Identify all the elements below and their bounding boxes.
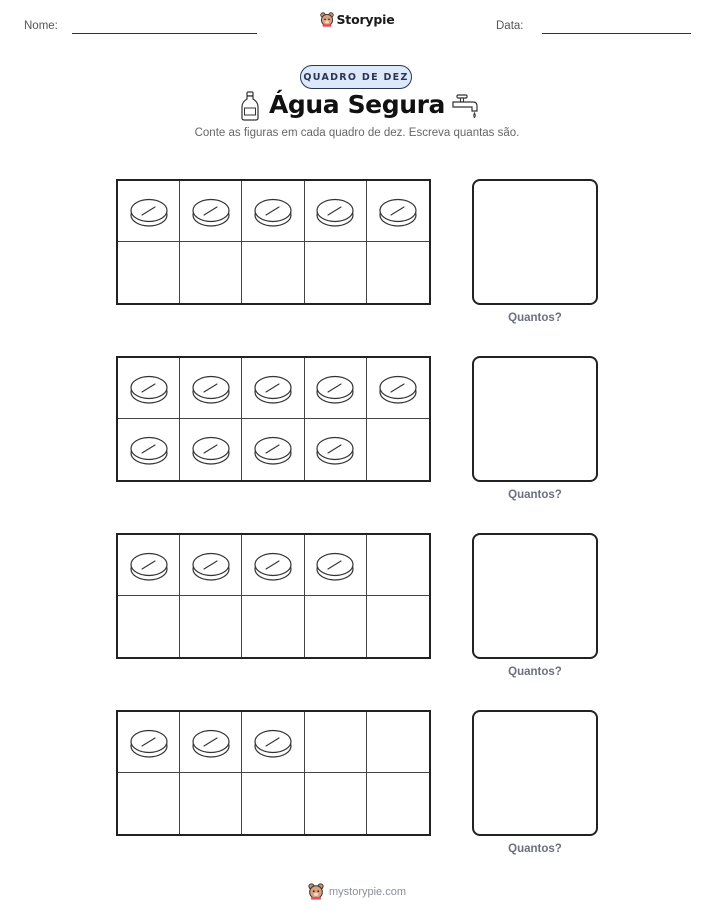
ten-frame-cell-filled (242, 358, 304, 419)
ten-frame-cell-filled (367, 358, 429, 419)
ten-frame-cell-filled (180, 712, 242, 773)
ten-frame-cell-filled (305, 419, 367, 480)
answer-box[interactable] (472, 179, 598, 305)
date-field[interactable] (542, 33, 691, 34)
water-purification-tablet-icon (253, 433, 293, 466)
worksheet-type-badge: QUADRO DE DEZ (300, 65, 412, 89)
ten-frame-cell-empty (367, 773, 429, 834)
water-purification-tablet-icon (129, 549, 169, 582)
instructions: Conte as figuras em cada quadro de dez. Escreva quantas são. (194, 127, 520, 139)
footer-url[interactable]: mystorypie.com (328, 885, 407, 898)
brand-logo (0, 12, 714, 27)
water-purification-tablet-icon (378, 195, 418, 228)
water-purification-tablet-icon (315, 372, 355, 405)
water-purification-tablet-icon (191, 195, 231, 228)
ten-frame-cell-empty (118, 773, 180, 834)
ten-frame-cell-empty (305, 773, 367, 834)
water-purification-tablet-icon (253, 372, 293, 405)
answer-box[interactable] (472, 533, 598, 659)
ten-frame-cell-empty (118, 242, 180, 303)
ten-frame-cell-empty (367, 419, 429, 480)
ten-frame-cell-filled (118, 358, 180, 419)
water-purification-tablet-icon (253, 195, 293, 228)
ten-frame-cell-empty (180, 773, 242, 834)
water-purification-tablet-icon (315, 195, 355, 228)
ten-frame-cell-filled (305, 181, 367, 242)
ten-frame-cell-empty (242, 242, 304, 303)
ten-frame-cell-filled (305, 358, 367, 419)
ten-frame (116, 179, 431, 305)
ten-frame-cell-filled (180, 535, 242, 596)
ten-frame-cell-filled (118, 419, 180, 480)
ten-frame-cell-empty (367, 242, 429, 303)
water-purification-tablet-icon (315, 433, 355, 466)
water-purification-tablet-icon (191, 433, 231, 466)
brand-name: Storypie (336, 12, 395, 27)
ten-frame (116, 356, 431, 482)
ten-frame-cell-filled (118, 181, 180, 242)
water-purification-tablet-icon (191, 726, 231, 759)
answer-label: Quantos? (508, 843, 562, 855)
ten-frame-cell-empty (242, 773, 304, 834)
ten-frame-cell-filled (242, 712, 304, 773)
ten-frame-cell-filled (367, 181, 429, 242)
ten-frame-cell-filled (242, 181, 304, 242)
ten-frame-cell-empty (305, 712, 367, 773)
ten-frame-cell-filled (180, 181, 242, 242)
worksheet-title: Água Segura (268, 90, 446, 119)
water-purification-tablet-icon (129, 372, 169, 405)
bear-logo-icon (308, 883, 324, 900)
ten-frame-cell-empty (180, 242, 242, 303)
bear-logo-icon (320, 12, 334, 27)
name-label: Nome: (24, 20, 58, 32)
water-purification-tablet-icon (191, 372, 231, 405)
water-purification-tablet-icon (253, 549, 293, 582)
ten-frame-cell-empty (242, 596, 304, 657)
ten-frame-cell-empty (180, 596, 242, 657)
answer-label: Quantos? (508, 666, 562, 678)
ten-frame-cell-filled (180, 358, 242, 419)
water-purification-tablet-icon (129, 726, 169, 759)
water-purification-tablet-icon (253, 726, 293, 759)
ten-frame-cell-empty (367, 712, 429, 773)
answer-box[interactable] (472, 710, 598, 836)
ten-frame-cell-filled (305, 535, 367, 596)
ten-frame-cell-filled (242, 419, 304, 480)
water-purification-tablet-icon (129, 195, 169, 228)
ten-frame (116, 710, 431, 836)
water-purification-tablet-icon (129, 433, 169, 466)
ten-frame-cell-filled (118, 535, 180, 596)
ten-frame-cell-filled (180, 419, 242, 480)
date-label: Data: (496, 20, 524, 32)
answer-box[interactable] (472, 356, 598, 482)
footer (0, 883, 714, 900)
answer-label: Quantos? (508, 489, 562, 501)
ten-frame (116, 533, 431, 659)
ten-frame-cell-filled (242, 535, 304, 596)
water-purification-tablet-icon (315, 549, 355, 582)
answer-label: Quantos? (508, 312, 562, 324)
name-field[interactable] (72, 33, 257, 34)
ten-frame-cell-empty (305, 596, 367, 657)
ten-frame-cell-empty (118, 596, 180, 657)
water-purification-tablet-icon (191, 549, 231, 582)
ten-frame-cell-filled (118, 712, 180, 773)
water-faucet-icon (451, 93, 479, 119)
ten-frame-cell-empty (305, 242, 367, 303)
water-purification-tablet-icon (378, 372, 418, 405)
ten-frame-cell-empty (367, 535, 429, 596)
ten-frame-cell-empty (367, 596, 429, 657)
